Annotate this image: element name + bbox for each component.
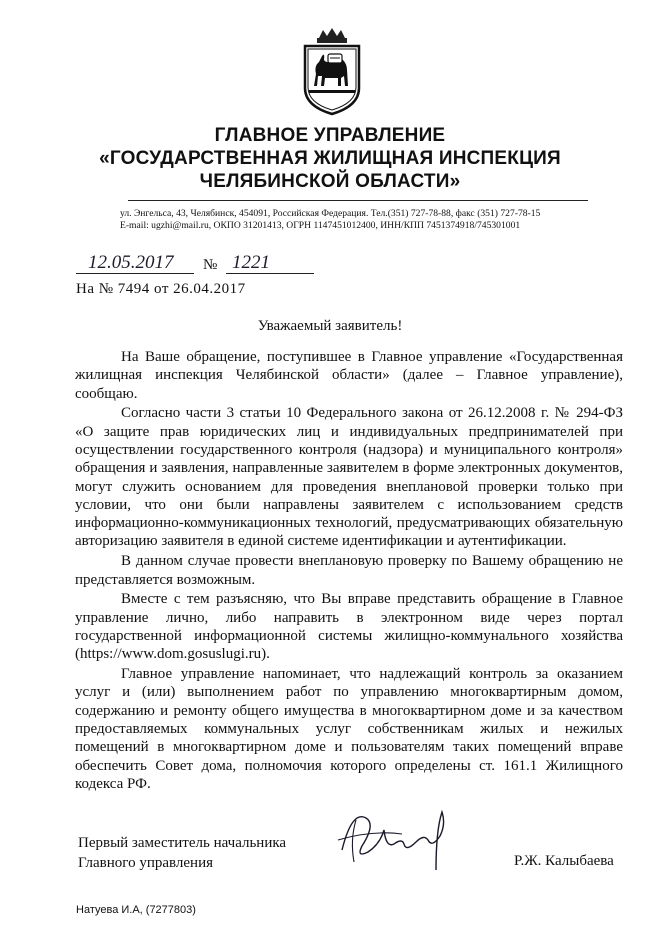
coat-of-arms-icon: [297, 26, 367, 116]
signatory-title: [78, 833, 286, 873]
executor-info: Натуева И.А, (7277803): [76, 904, 196, 916]
org-name-line3: ЧЕЛЯБИНСКОЙ ОБЛАСТИ»: [199, 171, 461, 192]
signatory-title-line2: Главного управления: [78, 855, 213, 871]
letter-body: [75, 348, 623, 795]
header-divider: [128, 200, 588, 201]
greeting: Уважаемый заявитель!: [257, 318, 403, 334]
number-sign: №: [203, 257, 218, 273]
org-name-line2: «ГОСУДАРСТВЕННАЯ ЖИЛИЩНАЯ ИНСПЕКЦИЯ: [99, 148, 561, 169]
contact-address-line: ул. Энгельса, 43, Челябинск, 454091, Российская Федерация. Тел.(351) 727-78-88, факс (351) 727-78-15: [120, 208, 541, 219]
date-underline: [76, 273, 194, 274]
incoming-reference: На № 7494 от 26.04.2017: [76, 281, 246, 297]
paragraph-5: Главное управление напоминает, что надлежащий контроль за оказанием услуг и (или) выполнением работ по управлению многоквартирным домом, содержанию и ремонту общего имущества в многоквартирном доме и за качеством предоставляемых коммунальных услуг собственникам жилых и нежилых помещений в многоквартирном доме и пользователям таких помещений вправе обеспечить Совет дома, полномочия которого определены ст. 161.1 Жилищного кодекса РФ.: [75, 666, 623, 792]
contact-requisites-line: E-mail: ugzhi@mail.ru, ОКПО 31201413, ОГРН 1147451012400, ИНН/КПП 7451374918/745301001: [120, 220, 521, 231]
org-name-line1: ГЛАВНОЕ УПРАВЛЕНИЕ: [214, 125, 446, 146]
signatory-title-line1: Первый заместитель начальника: [78, 835, 287, 851]
outgoing-number: 1221: [232, 252, 270, 273]
signatory-name: Р.Ж. Калыбаева: [514, 853, 614, 869]
paragraph-1: На Ваше обращение, поступившее в Главное управление «Государственная жилищная инспекция Челябинской области» (далее – Главное управление), сообщаю.: [75, 349, 623, 402]
paragraph-4: Вместе с тем разъясняю, что Вы вправе представить обращение в Главное управление лично, либо направить в электронном виде через портал государственной информационной системы жилищно-коммунального хозяйства (https://www.dom.gosuslugi.ru).: [75, 591, 623, 663]
outgoing-date: 12.05.2017: [88, 252, 174, 273]
signature-icon: [332, 800, 462, 878]
paragraph-2: Согласно части 3 статьи 10 Федерального закона от 26.12.2008 г. № 294-ФЗ «О защите прав юридических лиц и индивидуальных предпринимателей при осуществлении государственного контроля (надзора) и муниципального контроля» обращения и заявления, направленные заявителем в форме электронных документов, могут служить основанием для проведения внеплановой проверки только при условии, что они были направлены заявителем с использованием средств информационно-коммуникационных технологий, предусматривающих обязательную авторизацию заявителя в единой системе идентификации и аутентификации.: [75, 405, 623, 550]
number-underline: [226, 273, 314, 274]
paragraph-3: В данном случае провести внеплановую проверку по Вашему обращению не представляется возможным.: [75, 553, 623, 588]
